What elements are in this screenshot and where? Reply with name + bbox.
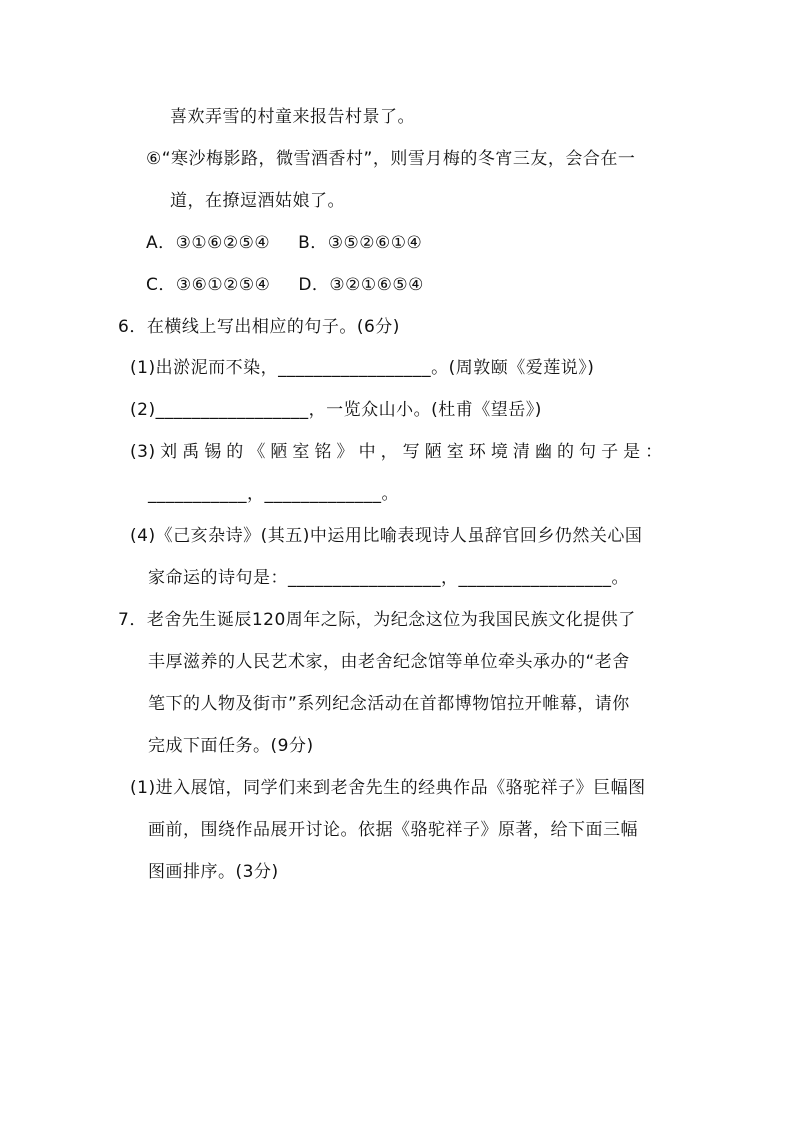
q6-3-char: 子 [601, 442, 619, 462]
choice-b: B．③⑤②⑥①④ [298, 233, 423, 253]
q6-3-char: 锡 [204, 442, 222, 462]
question-7-item-1-line-1: (1)进入展馆，同学们来到老舍先生的经典作品《骆驼祥子》巨幅图 [130, 778, 646, 798]
question-6-item-3-line-1 [130, 441, 663, 463]
question-7-line-3: 笔下的人物及街市”系列纪念活动在首都博物馆拉开帷幕，请你 [148, 694, 630, 714]
q6-3-char: 室 [292, 442, 310, 462]
choices-row-cd [146, 274, 424, 296]
q6-3-char: 》 [336, 442, 355, 462]
q6-3-char: 的 [226, 442, 244, 462]
question-7-item-1-line-3: 图画排序。(3分) [148, 862, 279, 882]
q6-3-char: 清 [512, 442, 531, 462]
q6-3-char: ， [380, 442, 399, 462]
q6-3-char: (3) [130, 442, 156, 462]
q6-3-char: 写 [402, 442, 421, 462]
choice-d: D．③②①⑥⑤④ [298, 275, 424, 295]
q6-3-char: 是 [623, 442, 641, 462]
question-7-line-2: 丰厚滋养的人民艺术家，由老舍纪念馆等单位牵头承办的“老舍 [148, 652, 630, 672]
q6-3-char: 的 [556, 442, 575, 462]
question-7-line-1: 7．老舍先生诞辰120周年之际，为纪念这位为我国民族文化提供了 [118, 610, 636, 630]
q6-3-char: 环 [468, 442, 487, 462]
option-5-continuation: 喜欢弄雪的村童来报告村景了。 [170, 107, 415, 127]
q6-3-char: 陋 [424, 442, 443, 462]
q6-3-char: 室 [446, 442, 465, 462]
question-7-item-1-line-2: 画前，围绕作品展开讨论。依据《骆驼祥子》原著，给下面三幅 [148, 820, 638, 840]
q6-3-char: 《 [248, 442, 266, 462]
choice-a: A．③①⑥②⑤④ [146, 233, 271, 253]
option-6-line-2: 道，在撩逗酒姑娘了。 [170, 191, 345, 211]
question-7-line-4: 完成下面任务。(9分) [148, 736, 314, 756]
q6-3-char: 句 [579, 442, 597, 462]
q6-3-char: 禹 [182, 442, 200, 462]
question-6-item-4-line-2: 家命运的诗句是：_________________，_________________。 [148, 568, 629, 588]
question-6-item-3-line-2: ___________，_____________。 [148, 484, 399, 504]
choices-row-ab [146, 232, 422, 254]
q6-3-char: 境 [490, 442, 509, 462]
question-6-item-4-line-1: (4)《己亥杂诗》(其五)中运用比喻表现诗人虽辞官回乡仍然关心国 [130, 526, 643, 546]
q6-3-char: 幽 [534, 442, 553, 462]
q6-3-char: 陋 [270, 442, 288, 462]
q6-3-char: 中 [358, 442, 377, 462]
question-6-item-2: (2)_________________，一览众山小。(杜甫《望岳》) [130, 400, 542, 420]
q6-3-char: 铭 [314, 442, 332, 462]
choice-c: C．③⑥①②⑤④ [146, 275, 271, 295]
q6-3-char: 刘 [160, 442, 178, 462]
option-6-line-1: ⑥“寒沙梅影路，微雪酒香村”，则雪月梅的冬宵三友，会合在一 [146, 149, 636, 169]
question-6-title: 6．在横线上写出相应的句子。(6分) [118, 317, 400, 337]
q6-3-char: ： [645, 442, 663, 462]
question-6-item-1: (1)出淤泥而不染，_________________。(周敦颐《爱莲说》) [130, 358, 595, 378]
